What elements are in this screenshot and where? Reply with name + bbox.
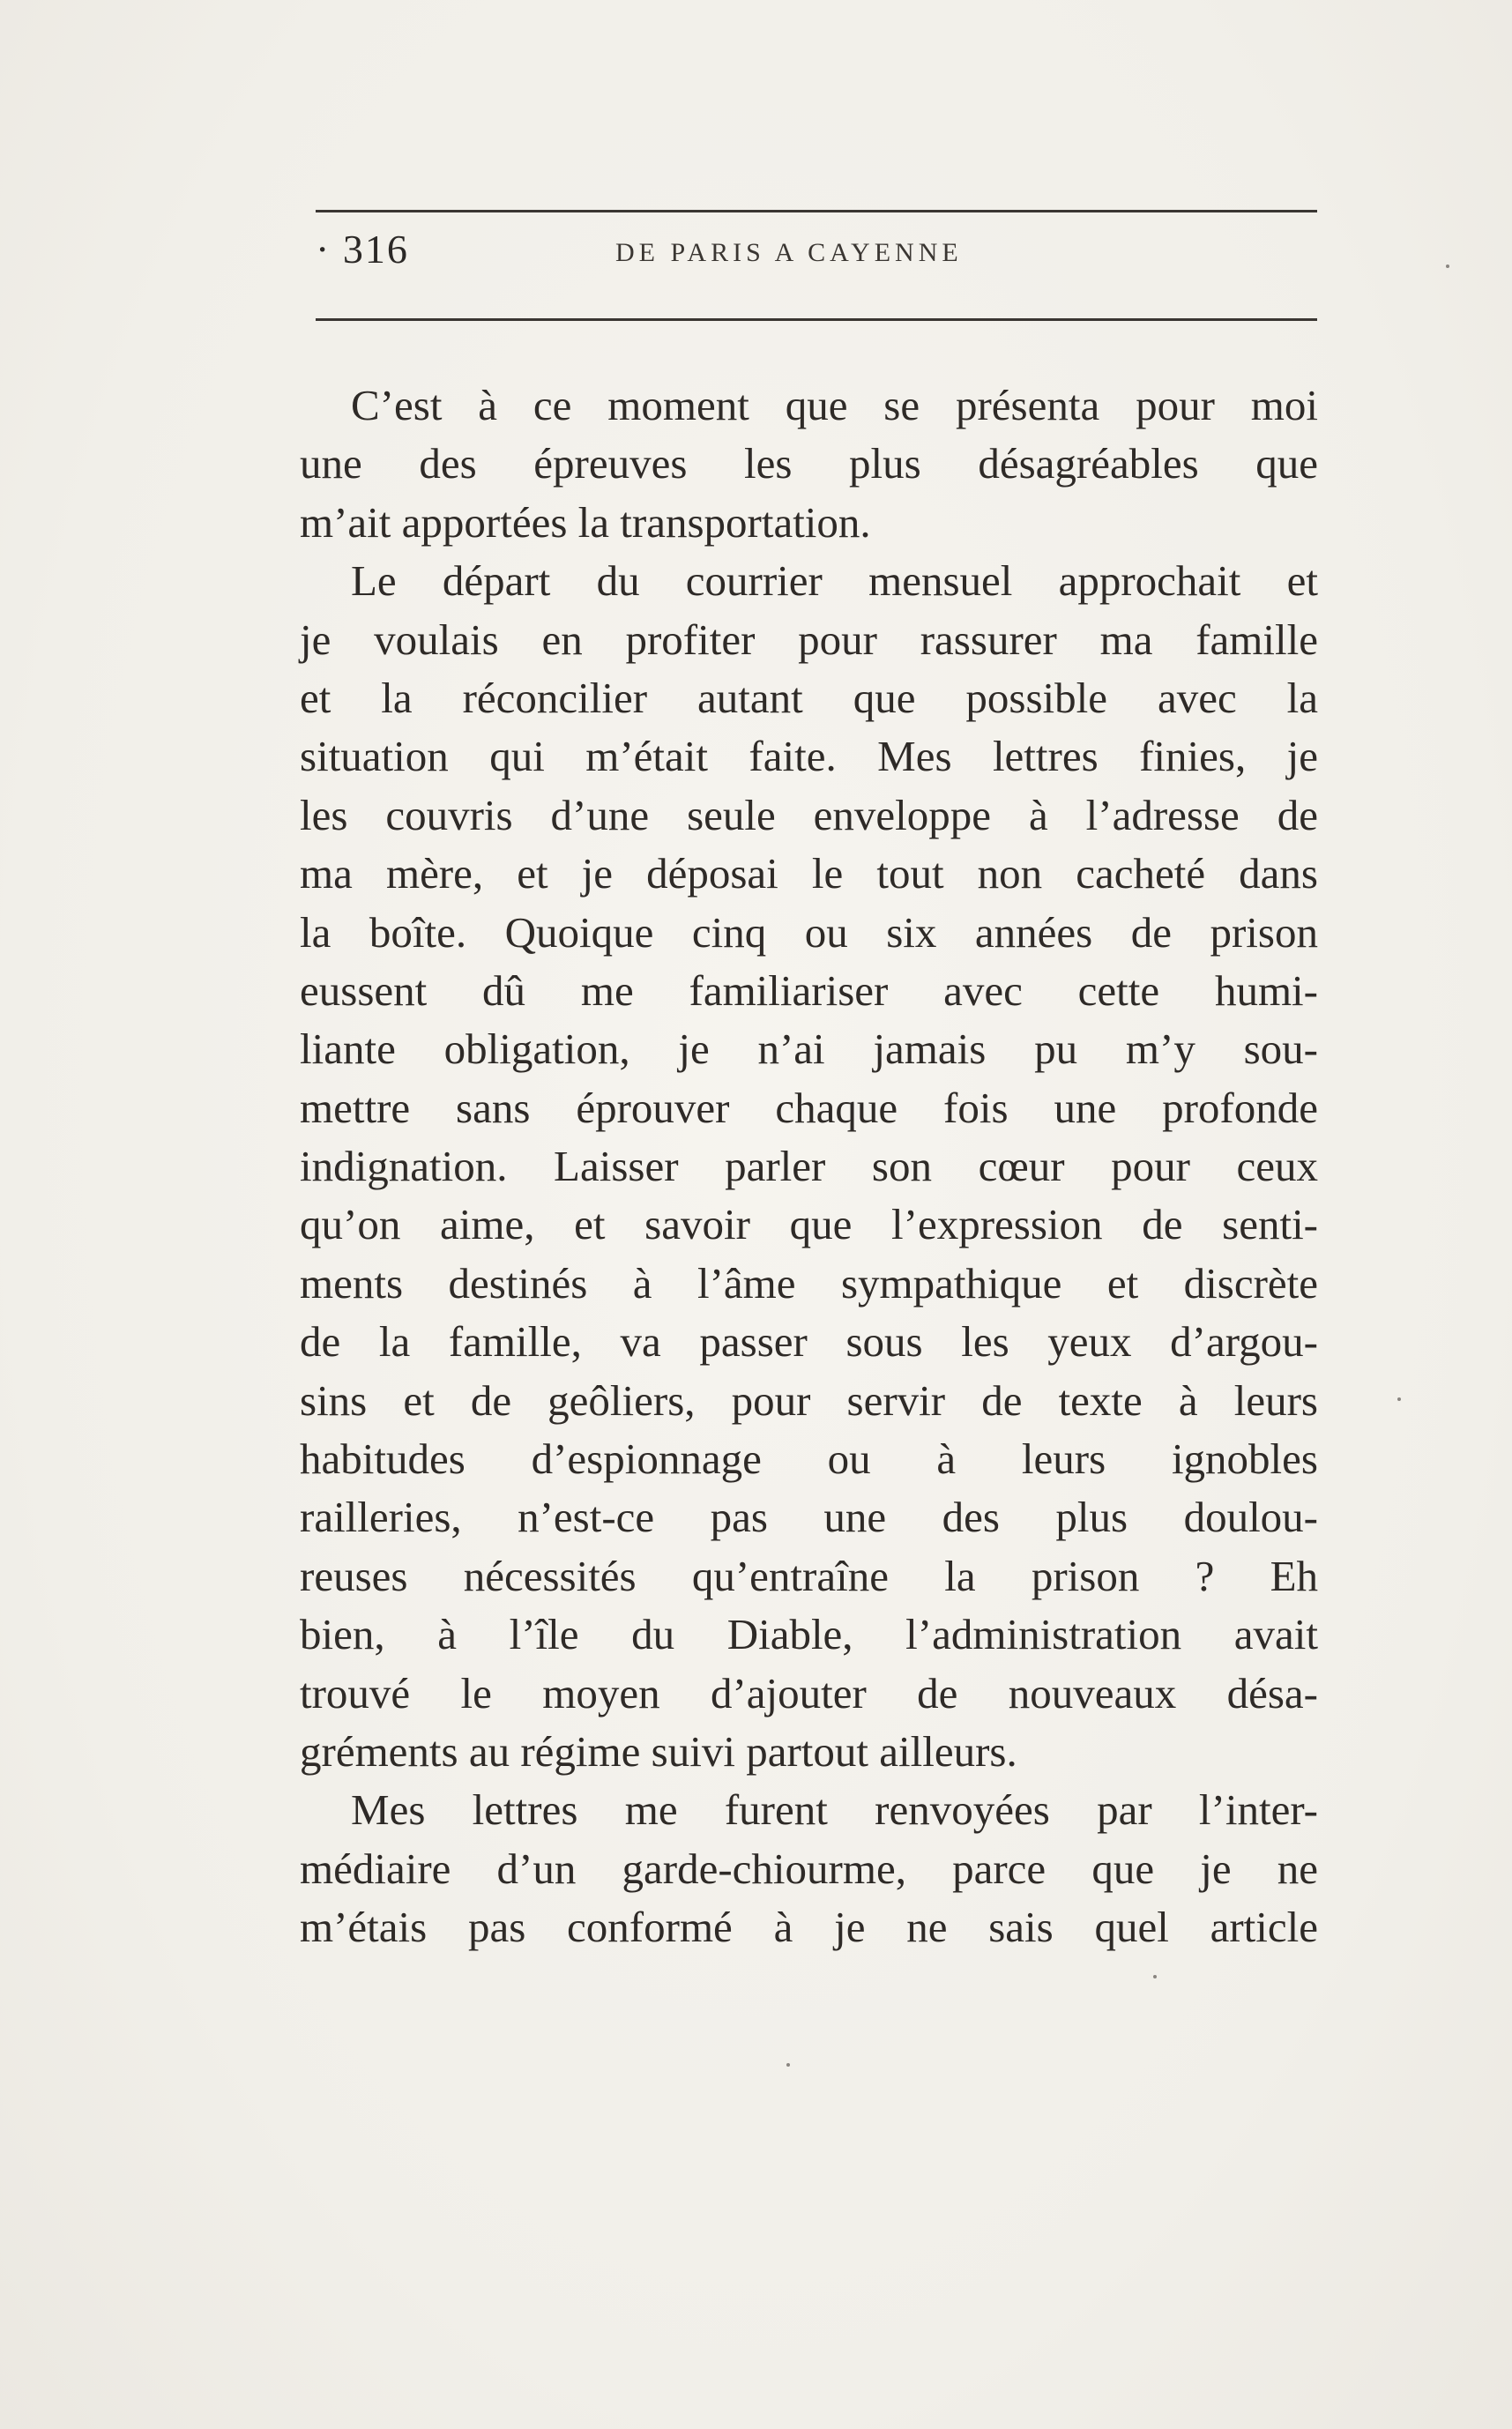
text-line: reuses nécessités qu’entraîne la prison ? Eh [300,1551,1318,1600]
text-line: eussent dû me familiariser avec cette humi- [300,965,1318,1015]
text-line: je voulais en profiter pour rassurer ma famille [300,615,1318,664]
text-line: indignation. Laisser parler son cœur pour ceux [300,1142,1318,1191]
text-line: et la réconcilier autant que possible avec la [300,673,1318,722]
text-line: sins et de geôliers, pour servir de texte à leurs [300,1375,1318,1425]
paper-speck [786,2063,790,2067]
text-line: m’ait apportées la transportation. [300,497,871,547]
text-line: trouvé le moyen d’ajouter de nouveaux désa- [300,1668,1318,1717]
paper-speck [1446,265,1449,268]
text-line: habitudes d’espionnage ou à leurs ignobles [300,1434,1318,1484]
text-line: Mes lettres me furent renvoyées par l’inter- [351,1785,1318,1835]
text-line: une des épreuves les plus désagréables que [300,439,1318,488]
text-line: situation qui m’était faite. Mes lettres finies, je [300,732,1318,781]
paper-speck [1153,1975,1157,1978]
running-title: DE PARIS A CAYENNE [615,238,963,267]
text-line: bien, à l’île du Diable, l’administration avait [300,1610,1318,1659]
text-line: Le départ du courrier mensuel approchait et [351,556,1318,606]
text-line: mettre sans éprouver chaque fois une profonde [300,1083,1318,1132]
text-line: médiaire d’un garde-chiourme, parce que je ne [300,1844,1318,1893]
running-header [316,226,1317,296]
text-line: liante obligation, je n’ai jamais pu m’y sou- [300,1025,1318,1074]
text-line: ma mère, et je déposai le tout non cacheté dans [300,849,1318,898]
text-line: m’étais pas conformé à je ne sais quel article [300,1903,1318,1952]
header-rule-bottom [316,318,1317,321]
text-line: ments destinés à l’âme sympathique et discrète [300,1258,1318,1308]
page-number: · 316 [316,227,409,272]
body-text [300,376,1318,1957]
text-line: C’est à ce moment que se présenta pour moi [351,381,1318,429]
text-line: la boîte. Quoique cinq ou six années de prison [300,907,1318,957]
text-line: les couvris d’une seule enveloppe à l’adresse de [300,790,1318,839]
text-line: qu’on aime, et savoir que l’expression de senti- [300,1200,1318,1249]
text-line: railleries, n’est-ce pas une des plus doulou- [300,1493,1318,1542]
header-rule-top [316,210,1317,212]
text-line: de la famille, va passer sous les yeux d’argou- [300,1317,1318,1367]
text-line: gréments au régime suivi partout ailleurs. [300,1726,1017,1776]
paper-speck [1397,1397,1401,1401]
